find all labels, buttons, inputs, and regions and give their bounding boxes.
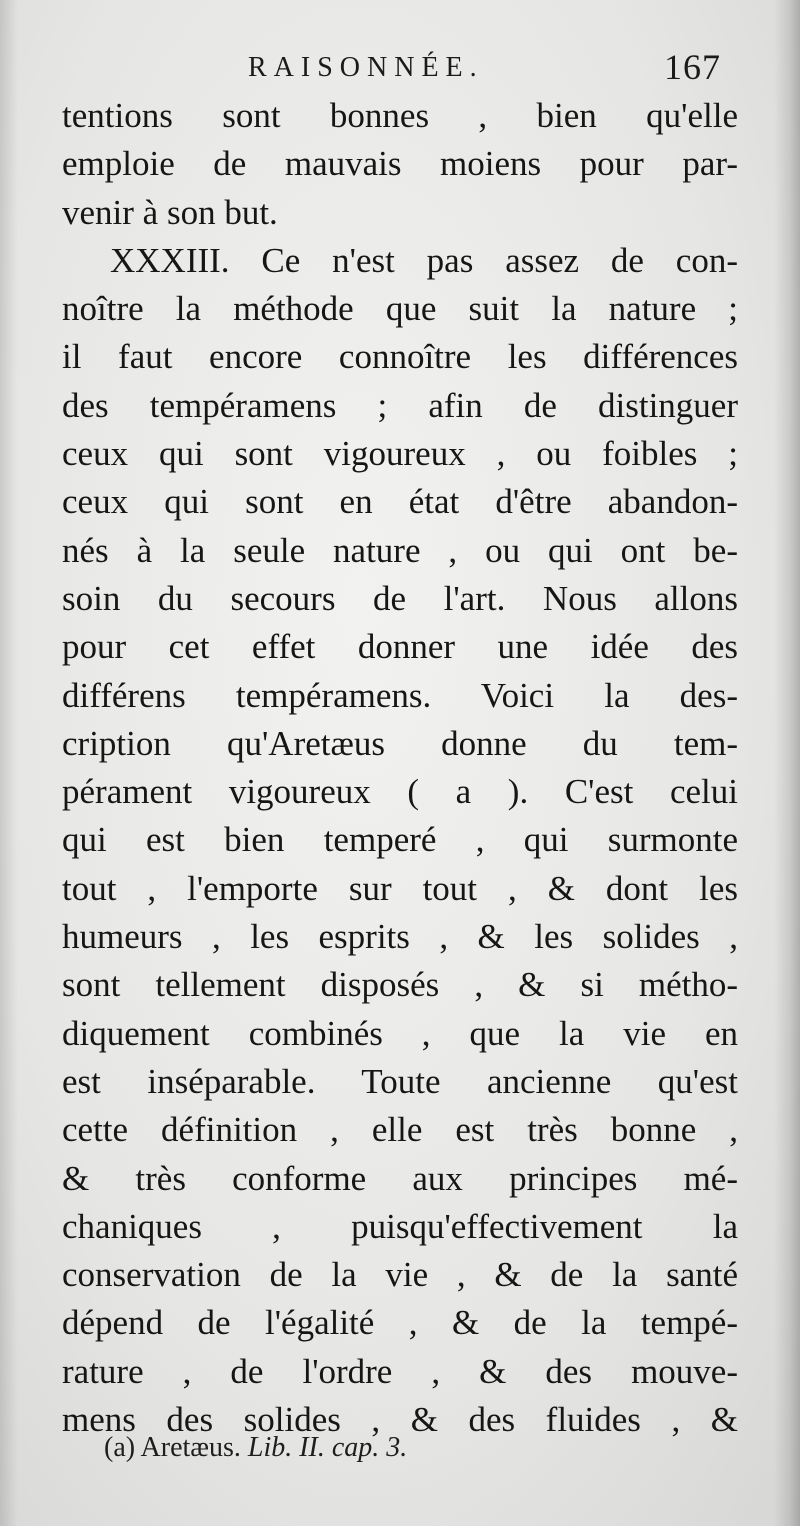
text-line: noître la méthode que suit la nature ; xyxy=(62,289,738,329)
text-line: & très conforme aux principes mé- xyxy=(62,1158,738,1198)
text-line: ceux qui sont en état d'être abandon- xyxy=(62,482,738,522)
body-text xyxy=(62,92,738,1444)
page-spine-shadow xyxy=(774,0,800,1526)
text-line: mens des solides , & des fluides , & xyxy=(62,1400,738,1440)
text-line: tout , l'emporte sur tout , & dont les xyxy=(62,868,738,908)
text-line: qui est bien temperé , qui surmonte xyxy=(62,820,738,860)
footnote-reference: Lib. II. cap. 3. xyxy=(247,1432,408,1463)
text-line: des tempéramens ; afin de distinguer xyxy=(62,385,738,425)
text-line: venir à son but. xyxy=(62,192,278,232)
footnote-author: Aretæus. xyxy=(140,1432,241,1463)
text-line: tentions sont bonnes , bien qu'elle xyxy=(62,96,738,135)
text-line: conservation de la vie , & de la santé xyxy=(62,1255,738,1295)
text-line: dépend de l'égalité , & de la tempé- xyxy=(62,1303,738,1343)
text-line: différens tempéramens. Voici la des- xyxy=(62,675,738,715)
text-line: cription qu'Aretæus donne du tem- xyxy=(62,723,738,763)
text-line: cette définition , elle est très bonne , xyxy=(62,1110,738,1150)
text-line: nés à la seule nature , ou qui ont be- xyxy=(62,530,738,570)
text-line: diquement combinés , que la vie en xyxy=(62,1013,738,1053)
text-line: pour cet effet donner une idée des xyxy=(62,627,738,667)
running-title: RAISONNÉE. xyxy=(248,52,484,83)
text-line: sont tellement disposés , & si métho- xyxy=(62,965,738,1005)
page-left-edge-shadow xyxy=(0,0,18,1526)
page-number: 167 xyxy=(664,47,721,87)
text-line: pérament vigoureux ( a ). C'est celui xyxy=(62,772,738,812)
text-line: il faut encore connoître les différences xyxy=(62,337,738,377)
footnote-marker: (a) xyxy=(104,1432,136,1463)
text-line: humeurs , les esprits , & les solides , xyxy=(62,917,738,957)
section-start-line: XXXIII. Ce n'est pas assez de con- xyxy=(110,240,738,280)
text-line: chaniques , puisqu'effectivement la xyxy=(62,1206,738,1246)
text-line: est inséparable. Toute ancienne qu'est xyxy=(62,1061,738,1101)
text-line: rature , de l'ordre , & des mouve- xyxy=(62,1351,738,1391)
text-line: soin du secours de l'art. Nous allons xyxy=(62,578,738,618)
text-line: ceux qui sont vigoureux , ou foibles ; xyxy=(62,434,738,474)
page-header xyxy=(0,47,800,92)
text-line: emploie de mauvais moiens pour par- xyxy=(62,144,738,184)
footnote xyxy=(104,1432,407,1464)
